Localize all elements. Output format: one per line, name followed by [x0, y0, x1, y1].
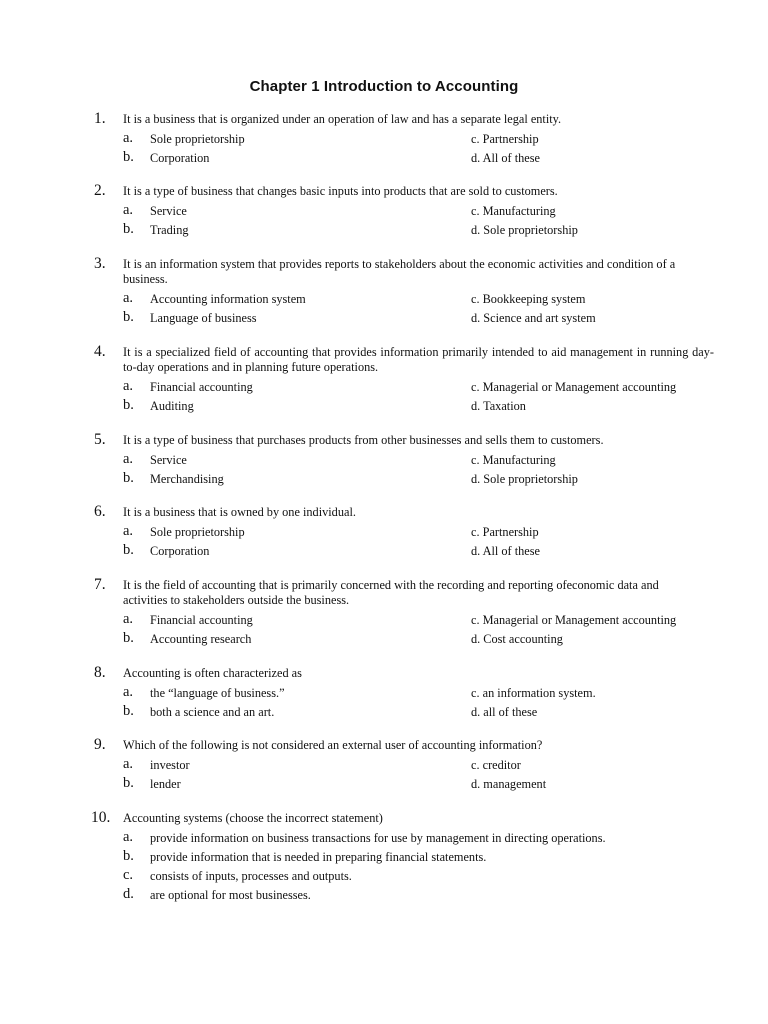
- option-row: [94, 378, 714, 397]
- option-letter-b: b.: [123, 470, 134, 486]
- option-row: [94, 202, 714, 221]
- option-letter-a: a.: [123, 829, 134, 845]
- option-d: d. All of these: [471, 544, 540, 558]
- option-d: d. Sole proprietorship: [471, 223, 578, 237]
- question-number: 9.: [94, 736, 106, 753]
- question-text: It is a type of business that changes basic inputs into products that are sold to customers.: [123, 184, 558, 198]
- option-c: c. Bookkeeping system: [471, 292, 586, 306]
- option-d: d. Cost accounting: [471, 632, 563, 646]
- option-letter-c: c.: [123, 867, 134, 883]
- option-d: d. management: [471, 777, 547, 791]
- option-b: Corporation: [150, 151, 210, 165]
- option-row: [94, 451, 714, 470]
- option-letter-a: a.: [123, 611, 134, 627]
- page-title: Chapter 1 Introduction to Accounting: [249, 78, 519, 95]
- option-letter-b: b.: [123, 149, 134, 165]
- question-9: [94, 738, 714, 794]
- option-a: Accounting information system: [150, 292, 306, 306]
- question-number: 2.: [94, 182, 106, 199]
- option-d: d. Science and art system: [471, 311, 596, 325]
- question-number: 10.: [91, 809, 111, 826]
- option-letter-a: a.: [123, 523, 134, 539]
- option-row: [94, 130, 714, 149]
- option-d: d. All of these: [471, 151, 540, 165]
- question-stem: [94, 257, 714, 287]
- option-row: [94, 886, 714, 905]
- option-b: both a science and an art.: [150, 705, 275, 719]
- question-text: Accounting is often characterized as: [123, 666, 302, 680]
- option-d: d. Taxation: [471, 399, 526, 413]
- option-d: are optional for most businesses.: [150, 888, 311, 902]
- question-8: [94, 666, 714, 722]
- option-letter-a: a.: [123, 130, 134, 146]
- option-letter-a: a.: [123, 202, 134, 218]
- option-b: Accounting research: [150, 632, 252, 646]
- question-text: It is a type of business that purchases products from other businesses and sells them to customers.: [123, 433, 604, 447]
- option-letter-b: b.: [123, 542, 134, 558]
- option-letter-a: a.: [123, 684, 134, 700]
- question-text: Accounting systems (choose the incorrect statement): [123, 811, 383, 825]
- option-row: [94, 684, 714, 703]
- option-b: lender: [150, 777, 181, 791]
- option-c: c. Partnership: [471, 525, 539, 539]
- option-row: [94, 867, 714, 886]
- option-letter-b: b.: [123, 703, 134, 719]
- option-a: Sole proprietorship: [150, 132, 245, 146]
- option-row: [94, 775, 714, 794]
- question-stem: [94, 666, 714, 681]
- option-row: [94, 829, 714, 848]
- option-letter-b: b.: [123, 309, 134, 325]
- question-text: It is an information system that provides reports to stakeholders about the economic activities and condition of a business.: [123, 257, 676, 286]
- question-6: [94, 505, 714, 561]
- option-row: [94, 397, 714, 416]
- option-b: Trading: [150, 223, 189, 237]
- question-text: It is a specialized field of accounting that provides information primarily intended to aid management in running day-to-day operations and in planning future operations.: [123, 345, 714, 374]
- option-row: [94, 221, 714, 240]
- option-c: c. Manufacturing: [471, 453, 556, 467]
- question-stem: [94, 112, 714, 127]
- question-stem: [94, 738, 714, 753]
- option-a: provide information on business transactions for use by management in directing operations.: [150, 831, 606, 845]
- question-stem: [94, 578, 714, 608]
- option-a: Financial accounting: [150, 380, 253, 394]
- option-c: c. creditor: [471, 758, 521, 772]
- question-text: It is a business that is organized under an operation of law and has a separate legal entity.: [123, 112, 562, 126]
- option-row: [94, 703, 714, 722]
- option-row: [94, 523, 714, 542]
- option-c: c. Managerial or Management accounting: [471, 380, 677, 394]
- option-d: d. all of these: [471, 705, 538, 719]
- question-stem: [91, 809, 714, 826]
- option-row: [94, 611, 714, 630]
- option-row: [94, 848, 714, 867]
- option-row: [94, 290, 714, 309]
- question-number: 7.: [94, 576, 106, 593]
- option-c: c. Partnership: [471, 132, 539, 146]
- option-b: provide information that is needed in preparing financial statements.: [150, 850, 487, 864]
- option-a: Service: [150, 453, 187, 467]
- option-letter-b: b.: [123, 221, 134, 237]
- question-stem: [94, 505, 714, 520]
- option-a: Service: [150, 204, 187, 218]
- question-number: 5.: [94, 431, 106, 448]
- question-stem: [94, 433, 714, 448]
- option-c: c. Managerial or Management accounting: [471, 613, 677, 627]
- option-c: consists of inputs, processes and outputs.: [150, 869, 352, 883]
- question-number: 3.: [94, 255, 106, 272]
- option-row: [94, 149, 714, 168]
- option-row: [94, 630, 714, 649]
- option-letter-b: b.: [123, 848, 134, 864]
- option-a: Sole proprietorship: [150, 525, 245, 539]
- question-2: [94, 184, 714, 240]
- option-row: [94, 470, 714, 489]
- option-letter-b: b.: [123, 775, 134, 791]
- option-c: c. Manufacturing: [471, 204, 556, 218]
- option-row: [94, 756, 714, 775]
- option-a: investor: [150, 758, 190, 772]
- option-letter-a: a.: [123, 451, 134, 467]
- question-5: [94, 433, 714, 489]
- question-7: [94, 578, 714, 649]
- question-number: 4.: [94, 343, 106, 360]
- option-a: Financial accounting: [150, 613, 253, 627]
- option-b: Corporation: [150, 544, 210, 558]
- option-letter-a: a.: [123, 290, 134, 306]
- option-letter-a: a.: [123, 756, 134, 772]
- question-text: Which of the following is not considered an external user of accounting information?: [123, 738, 543, 752]
- question-stem: [94, 345, 714, 375]
- option-b: Merchandising: [150, 472, 224, 486]
- option-d: d. Sole proprietorship: [471, 472, 578, 486]
- question-text: It is a business that is owned by one individual.: [123, 505, 356, 519]
- option-row: [94, 309, 714, 328]
- question-text: It is the field of accounting that is primarily concerned with the recording and reporting ofeconomic data and activities to stakeholders outside the business.: [123, 578, 659, 607]
- question-10: [91, 809, 714, 905]
- option-letter-d: d.: [123, 886, 134, 902]
- option-b: Auditing: [150, 399, 194, 413]
- option-letter-a: a.: [123, 378, 134, 394]
- question-1: [94, 112, 714, 168]
- option-row: [94, 542, 714, 561]
- question-number: 1.: [94, 110, 106, 127]
- question-3: [94, 257, 714, 328]
- option-c: c. an information system.: [471, 686, 596, 700]
- option-a: the “language of business.”: [150, 686, 285, 700]
- question-number: 8.: [94, 664, 106, 681]
- option-b: Language of business: [150, 311, 257, 325]
- option-letter-b: b.: [123, 630, 134, 646]
- question-stem: [94, 184, 714, 199]
- option-letter-b: b.: [123, 397, 134, 413]
- question-4: [94, 345, 714, 416]
- question-number: 6.: [94, 503, 106, 520]
